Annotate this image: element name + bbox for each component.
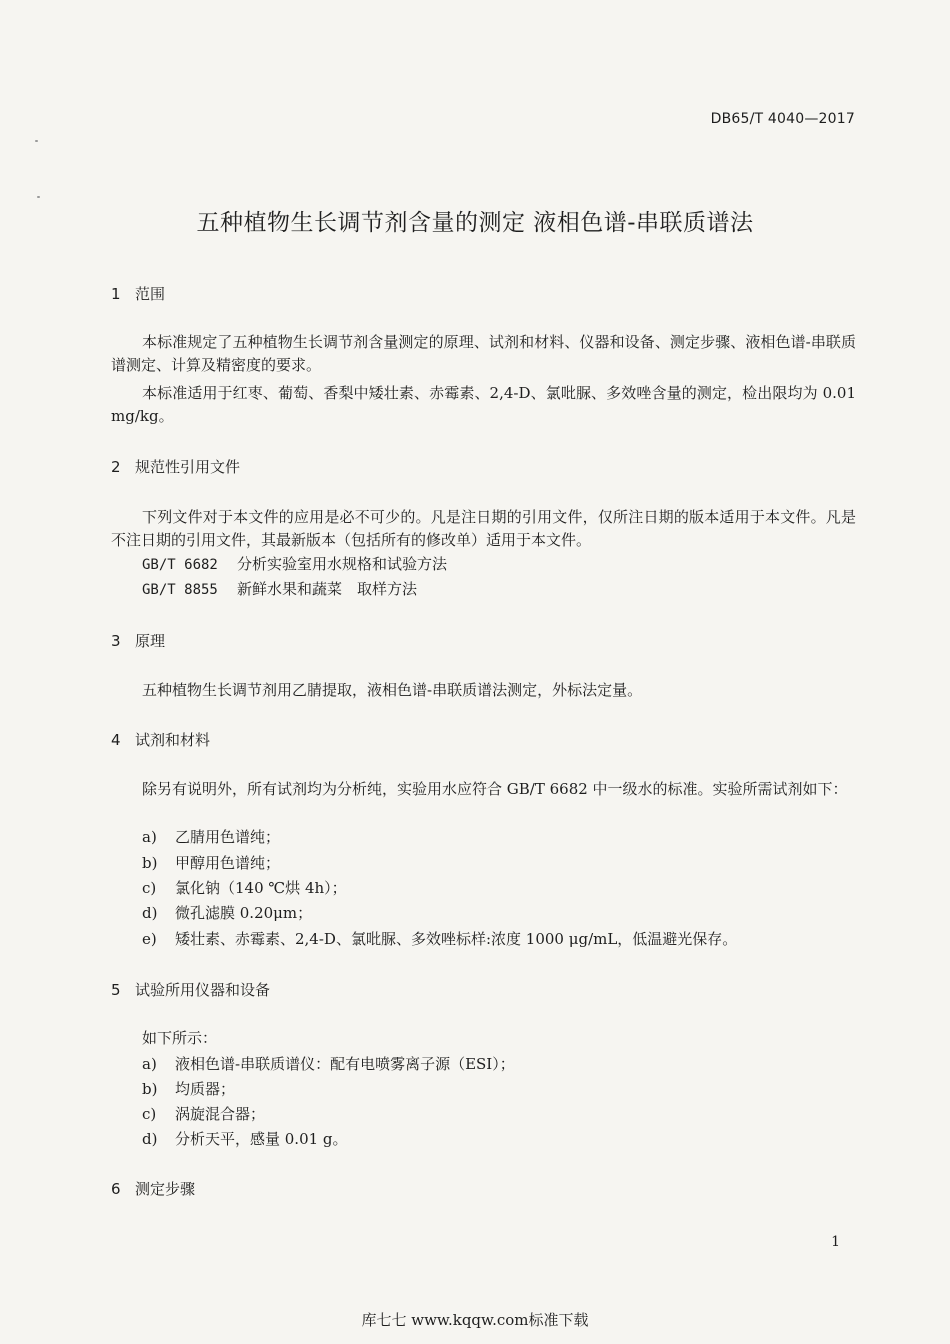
list-item bbox=[142, 852, 280, 875]
scan-speck bbox=[35, 140, 38, 142]
reference-item bbox=[142, 578, 417, 602]
section-heading-apparatus bbox=[111, 979, 270, 1000]
list-marker: d) bbox=[142, 904, 158, 922]
list-item-text: 液相色谱-串联质谱仪：配有电喷雾离子源（ESI）； bbox=[175, 1055, 515, 1073]
list-item-text: 分析天平，感量 0.01 g。 bbox=[175, 1130, 348, 1148]
list-item bbox=[142, 928, 737, 951]
section-title: 原理 bbox=[135, 632, 166, 650]
section-heading-reagents bbox=[111, 729, 210, 750]
list-item bbox=[142, 902, 312, 925]
list-marker: e) bbox=[142, 930, 157, 948]
section-number: 3 bbox=[111, 632, 121, 650]
section-number: 4 bbox=[111, 731, 121, 749]
list-marker: d) bbox=[142, 1130, 158, 1148]
reference-code: GB/T 6682 bbox=[142, 557, 218, 573]
standard-code: DB65/T 4040—2017 bbox=[710, 111, 855, 127]
section-heading-principle bbox=[111, 630, 165, 651]
list-item-text: 矮壮素、赤霉素、2,4-D、氯吡脲、多效唑标样:浓度 1000 μg/mL，低温避光保存。 bbox=[175, 930, 738, 948]
list-marker: a) bbox=[142, 828, 157, 846]
reference-title: 分析实验室用水规格和试验方法 bbox=[237, 555, 448, 573]
paragraph: 除另有说明外，所有试剂均为分析纯，实验用水应符合 GB/T 6682 中一级水的标准。实验所需试剂如下： bbox=[142, 780, 848, 798]
reference-item bbox=[142, 553, 447, 577]
list-item-text: 微孔滤膜 0.20μm； bbox=[175, 904, 313, 922]
list-item bbox=[142, 826, 280, 849]
section-title: 范围 bbox=[135, 285, 166, 303]
section-number: 2 bbox=[111, 458, 121, 476]
list-item bbox=[142, 1053, 515, 1076]
section-number: 1 bbox=[111, 285, 121, 303]
section-number: 6 bbox=[111, 1180, 121, 1198]
section-number: 5 bbox=[111, 981, 121, 999]
section-heading-procedure bbox=[111, 1178, 195, 1199]
list-item-text: 涡旋混合器； bbox=[175, 1105, 266, 1123]
list-marker: b) bbox=[142, 854, 158, 872]
section-title: 规范性引用文件 bbox=[135, 458, 241, 476]
list-item-text: 乙腈用色谱纯； bbox=[175, 828, 281, 846]
list-marker: c) bbox=[142, 1105, 157, 1123]
section-title: 试剂和材料 bbox=[135, 731, 211, 749]
paragraph: 本标准适用于红枣、葡萄、香梨中矮壮素、赤霉素、2,4-D、氯吡脲、多效唑含量的测定，检出限均为 0.01 mg/kg。 bbox=[111, 384, 856, 425]
reference-title: 新鲜水果和蔬菜 取样方法 bbox=[237, 580, 418, 598]
section-heading-normative-references bbox=[111, 456, 240, 477]
list-item bbox=[142, 877, 347, 900]
list-marker: c) bbox=[142, 879, 157, 897]
paragraph: 下列文件对于本文件的应用是必不可少的。凡是注日期的引用文件，仅所注日期的版本适用于本文件。凡是不注日期的引用文件，其最新版本（包括所有的修改单）适用于本文件。 bbox=[111, 508, 856, 549]
list-item-text: 甲醇用色谱纯； bbox=[175, 854, 281, 872]
paragraph: 本标准规定了五种植物生长调节剂含量测定的原理、试剂和材料、仪器和设备、测定步骤、液相色谱-串联质谱测定、计算及精密度的要求。 bbox=[111, 333, 856, 374]
scan-speck bbox=[37, 196, 40, 198]
section-heading-scope bbox=[111, 283, 165, 304]
list-item bbox=[142, 1078, 235, 1101]
paragraph: 五种植物生长调节剂用乙腈提取，液相色谱-串联质谱法测定，外标法定量。 bbox=[142, 681, 643, 699]
section-title: 测定步骤 bbox=[135, 1180, 196, 1198]
section-title: 试验所用仪器和设备 bbox=[135, 981, 271, 999]
page-number: 1 bbox=[831, 1234, 840, 1250]
list-item bbox=[142, 1128, 348, 1151]
list-marker: a) bbox=[142, 1055, 157, 1073]
list-marker: b) bbox=[142, 1080, 158, 1098]
list-item-text: 均质器； bbox=[175, 1080, 236, 1098]
document-title: 五种植物生长调节剂含量的测定 液相色谱-串联质谱法 bbox=[196, 210, 754, 236]
footer-watermark: 库七七 www.kqqw.com标准下载 bbox=[361, 1311, 589, 1329]
reference-code: GB/T 8855 bbox=[142, 582, 218, 598]
list-intro: 如下所示： bbox=[142, 1029, 218, 1047]
list-item-text: 氯化钠（140 ℃烘 4h）； bbox=[175, 879, 347, 897]
list-item bbox=[142, 1103, 265, 1126]
